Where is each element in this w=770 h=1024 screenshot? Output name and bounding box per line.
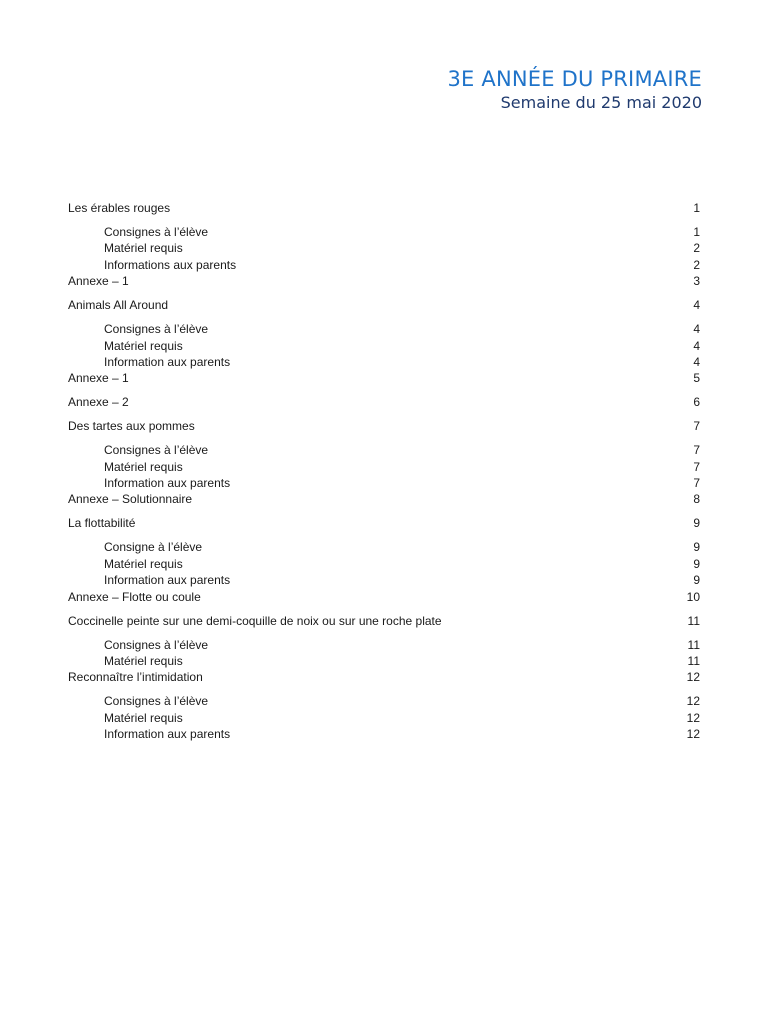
toc-entry-title: Reconnaître l’intimidation — [68, 670, 203, 685]
toc-entry[interactable] — [68, 321, 700, 337]
toc-entry-title: Matériel requis — [104, 338, 183, 353]
toc-entry-title: La flottabilité — [68, 516, 136, 531]
toc-entry-page-number: 7 — [693, 419, 700, 434]
toc-entry-page-number: 7 — [693, 476, 700, 491]
toc-entry-page-number: 6 — [693, 395, 700, 410]
toc-entry-title: Annexe – Solutionnaire — [68, 492, 193, 507]
toc-entry-page-number: 7 — [693, 459, 700, 474]
toc-entry-title: Annexe – 1 — [68, 371, 129, 386]
toc-entry-page-number: 11 — [687, 653, 700, 668]
toc-entry-title: Les érables rouges — [68, 201, 171, 215]
table-of-contents — [68, 200, 700, 742]
document-subtitle: Semaine du 25 mai 2020 — [500, 93, 702, 112]
toc-entry-title: Matériel requis — [104, 710, 183, 725]
toc-entry-page-number: 2 — [693, 257, 700, 272]
toc-entry-title: Annexe – 1 — [68, 274, 129, 289]
toc-entry-title: Matériel requis — [104, 459, 183, 474]
toc-entry[interactable] — [68, 726, 700, 742]
toc-entry-page-number: 1 — [693, 224, 700, 239]
toc-entry-title: Coccinelle peinte sur une demi-coquille de noix ou sur une roche plate — [68, 613, 442, 628]
toc-entry[interactable] — [68, 653, 700, 669]
toc-entry[interactable] — [68, 338, 700, 354]
toc-entry-title: Matériel requis — [104, 241, 183, 256]
toc-entry[interactable] — [68, 710, 700, 726]
toc-entry[interactable] — [68, 539, 700, 555]
toc-entry[interactable] — [68, 354, 700, 370]
document-title: 3E ANNÉE DU PRIMAIRE — [447, 67, 702, 91]
toc-entry-page-number: 4 — [693, 298, 700, 313]
toc-entry-title: Matériel requis — [104, 653, 183, 668]
toc-entry[interactable] — [68, 613, 700, 629]
toc-entry-page-number: 8 — [693, 492, 700, 507]
toc-entry-title: Animals All Around — [68, 298, 169, 313]
toc-entry[interactable] — [68, 418, 700, 434]
toc-entry-title: Consignes à l’élève — [104, 322, 209, 337]
toc-entry[interactable] — [68, 491, 700, 507]
toc-entry-page-number: 4 — [693, 322, 700, 337]
toc-entry[interactable] — [68, 394, 700, 410]
toc-entry-page-number: 9 — [693, 556, 700, 571]
toc-entry-title: Matériel requis — [104, 556, 183, 571]
toc-entry-title: Consigne à l’élève — [104, 540, 203, 555]
toc-entry-title: Information aux parents — [104, 573, 231, 588]
toc-entry[interactable] — [68, 475, 700, 491]
toc-entry-title: Information aux parents — [104, 476, 231, 491]
toc-entry-page-number: 11 — [687, 613, 700, 628]
toc-entry-page-number: 1 — [693, 201, 700, 215]
toc-entry-title: Consignes à l’élève — [104, 694, 209, 709]
toc-entry-page-number: 4 — [693, 338, 700, 353]
toc-entry-page-number: 5 — [693, 371, 700, 386]
toc-entry-title: Consignes à l’élève — [104, 637, 209, 652]
toc-entry-title: Annexe – 2 — [68, 395, 129, 410]
toc-entry-page-number: 12 — [686, 727, 700, 742]
toc-entry-page-number: 2 — [693, 241, 700, 256]
toc-entry[interactable] — [68, 589, 700, 605]
toc-entry-page-number: 7 — [693, 443, 700, 458]
toc-entry-title: Annexe – Flotte ou coule — [68, 589, 201, 604]
toc-entry-page-number: 9 — [693, 516, 700, 531]
toc-entry[interactable] — [68, 224, 700, 240]
toc-entry-title: Information aux parents — [104, 727, 231, 742]
toc-entry[interactable] — [68, 370, 700, 386]
toc-entry[interactable] — [68, 240, 700, 256]
toc-entry-page-number: 12 — [686, 670, 700, 685]
toc-entry-title: Informations aux parents — [104, 257, 237, 272]
toc-entry[interactable] — [68, 693, 700, 709]
toc-entry-page-number: 9 — [693, 573, 700, 588]
toc-entry[interactable] — [68, 442, 700, 458]
toc-entry[interactable] — [68, 572, 700, 588]
toc-entry[interactable] — [68, 459, 700, 475]
toc-entry-page-number: 12 — [686, 710, 700, 725]
toc-entry[interactable] — [68, 669, 700, 685]
toc-entry[interactable] — [68, 637, 700, 653]
toc-entry[interactable] — [68, 297, 700, 313]
toc-entry-page-number: 3 — [693, 274, 700, 289]
toc-entry-page-number: 11 — [687, 637, 700, 652]
toc-entry[interactable] — [68, 200, 700, 216]
toc-entry-page-number: 4 — [693, 354, 700, 369]
toc-entry-page-number: 12 — [686, 694, 700, 709]
toc-entry-page-number: 10 — [686, 589, 700, 604]
document-header — [447, 66, 702, 114]
toc-entry-title: Consignes à l’élève — [104, 443, 209, 458]
toc-entry-title: Consignes à l’élève — [104, 224, 209, 239]
toc-entry[interactable] — [68, 257, 700, 273]
toc-entry-page-number: 9 — [693, 540, 700, 555]
toc-entry-title: Information aux parents — [104, 354, 231, 369]
toc-entry-title: Des tartes aux pommes — [68, 419, 195, 434]
toc-entry[interactable] — [68, 273, 700, 289]
toc-entry[interactable] — [68, 556, 700, 572]
toc-entry[interactable] — [68, 515, 700, 531]
